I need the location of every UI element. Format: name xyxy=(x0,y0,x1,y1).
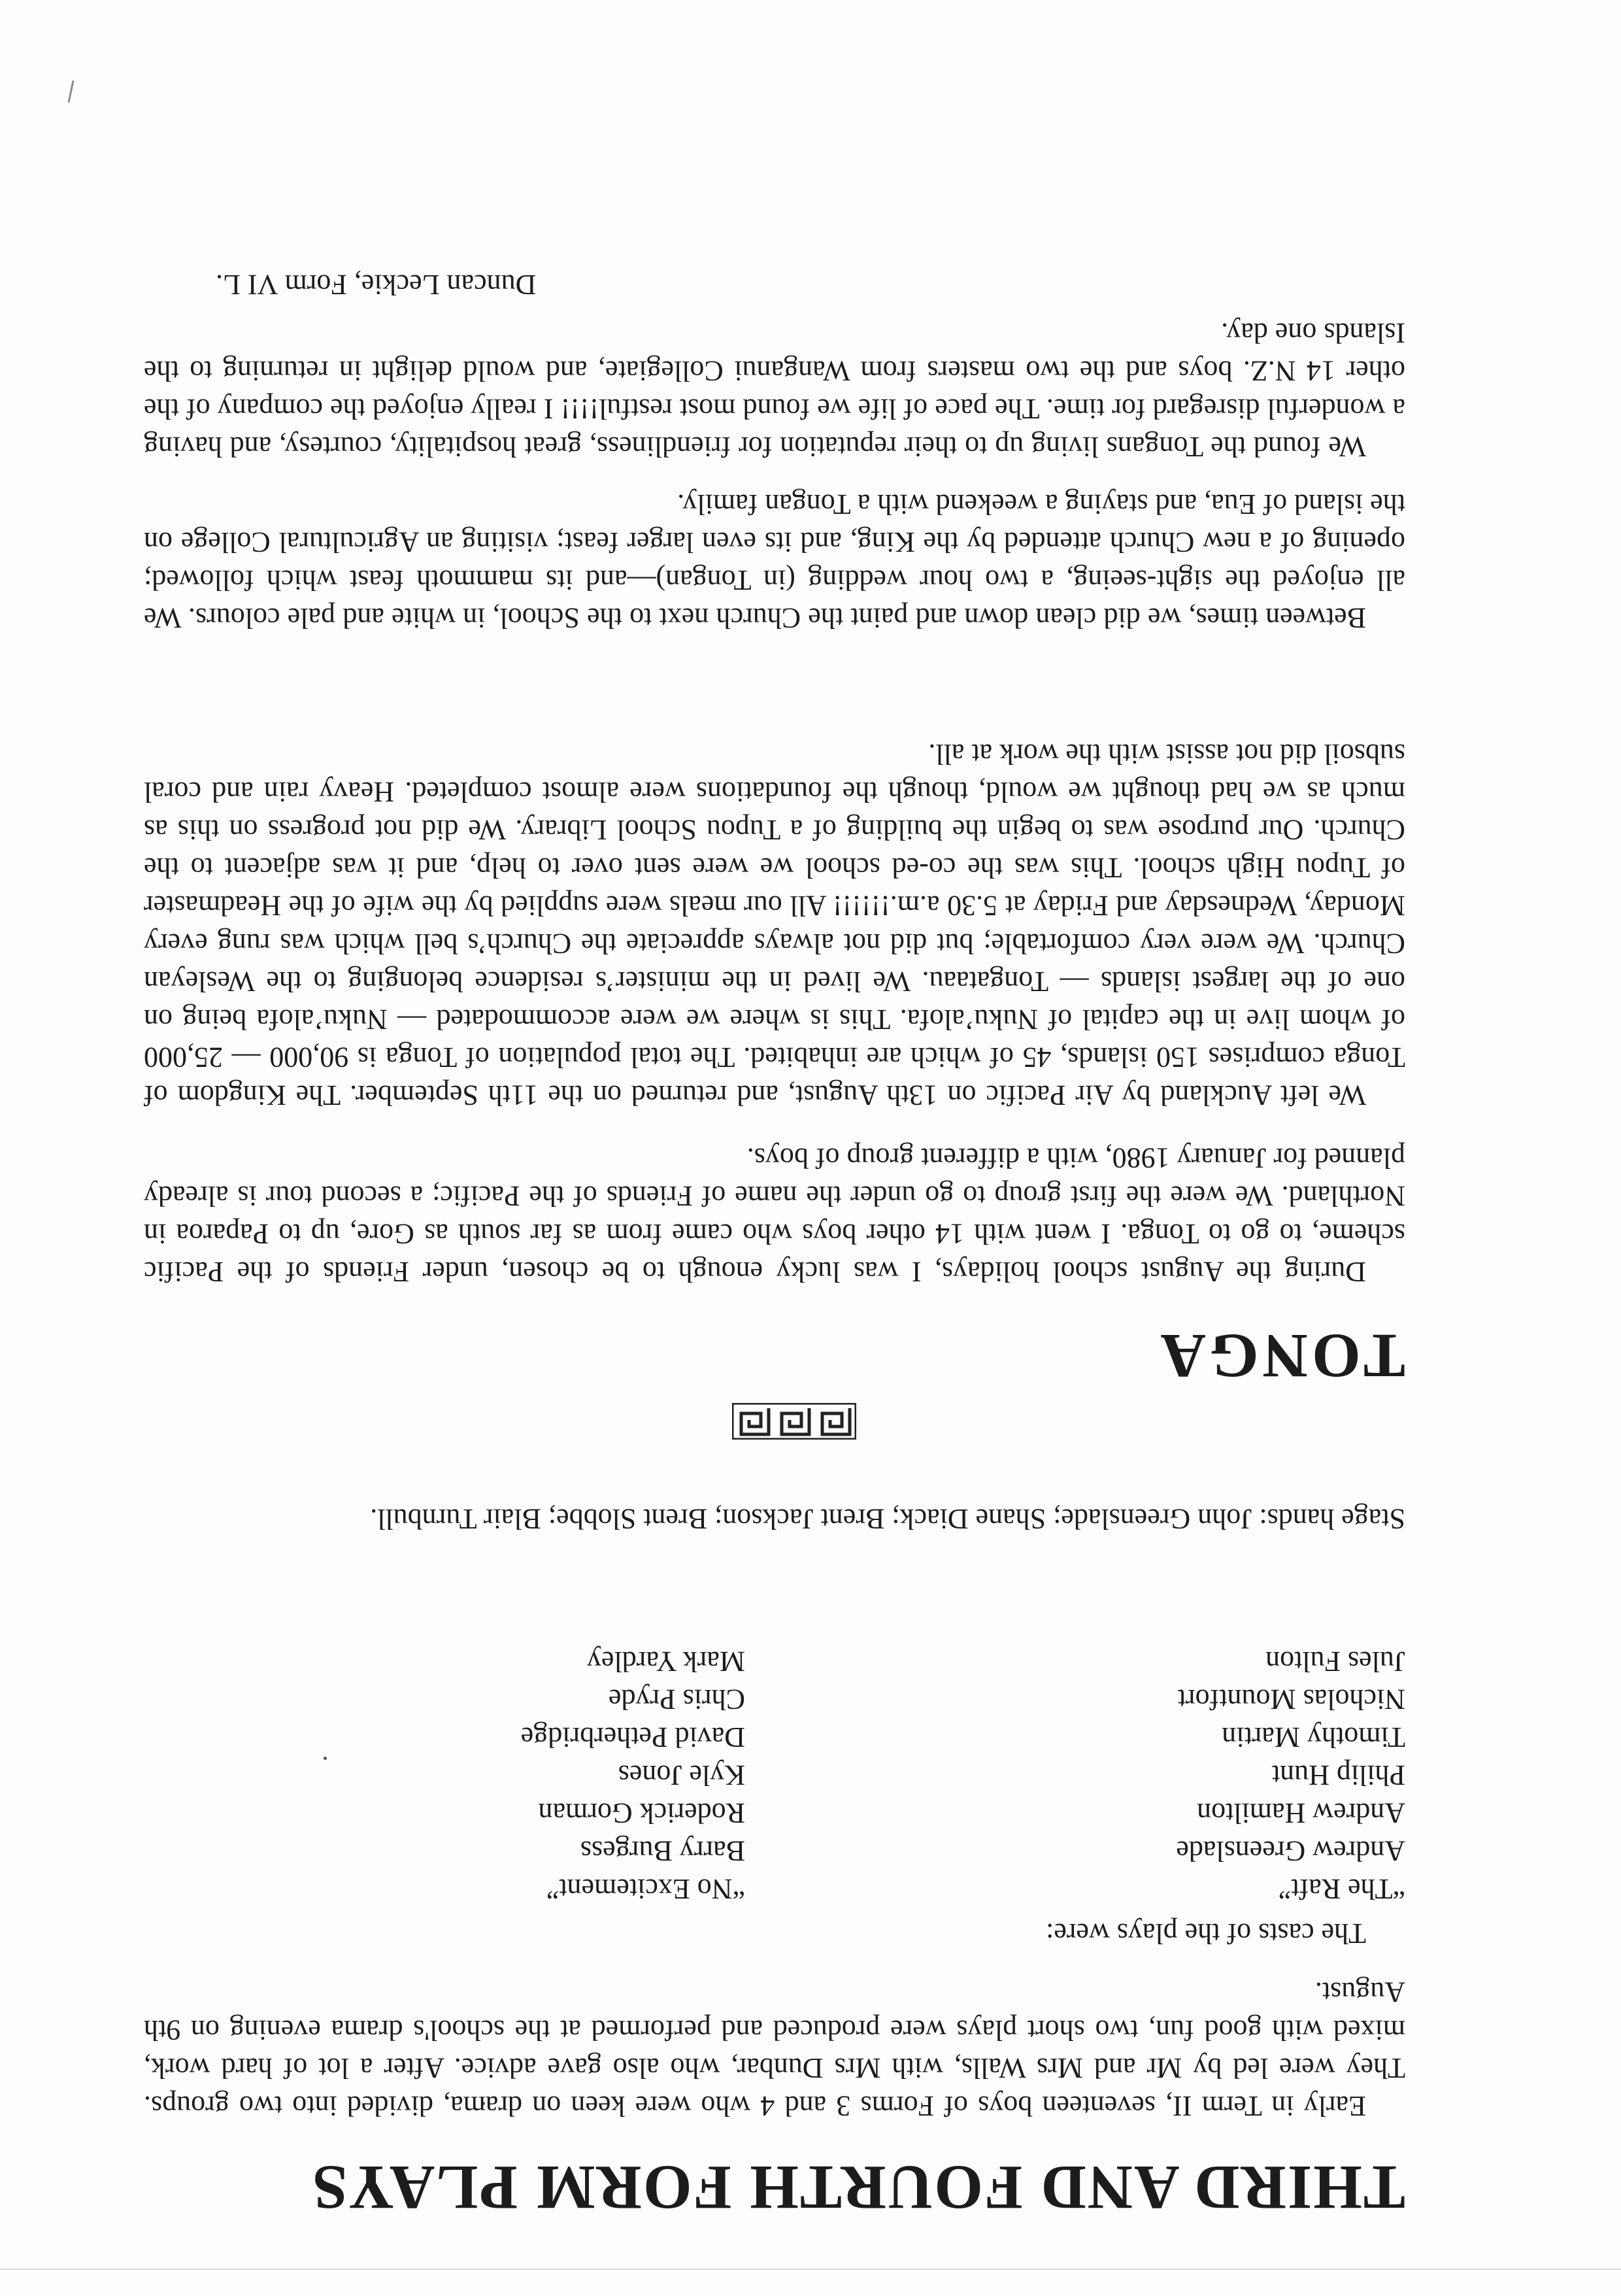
tonga-paragraph: During the August school holidays, I was lucky enough to be chosen, under Friends of the Pacific scheme, to go to Tonga. I went with 14 other boys who came from as far south as Gore, up to Paparoa in Northland. We were the first group to go under the name of Friends of the Pacific; a second tour is already planned for January 1980, with a different group of boys. xyxy=(144,1142,1405,1288)
play-name: “No Excitement” xyxy=(546,1873,745,1905)
greek-key-ornament-icon xyxy=(732,1403,856,1440)
cast-member: Chris Pryde xyxy=(609,1683,745,1715)
cast-member: Andrew Hamilton xyxy=(1197,1797,1405,1829)
play-name: “The Raft” xyxy=(1278,1873,1405,1905)
tonga-paragraph: Between times, we did clean down and paint the Church next to the School, in white and pale colours. We all enjoyed the sight-seeing, a two hour wedding (in Tongan)—and its mammoth feast which followed; opening of a new Church attended by the King, and its even larger feast; visiting an Agricultural College on the island of Eua, and staying a weekend with a Tongan family. xyxy=(144,488,1405,634)
cast-member: Mark Yardley xyxy=(587,1646,745,1678)
casts-intro: The casts of the plays were: xyxy=(1046,1917,1366,1950)
plays-intro: Early in Term II, seventeen boys of Forms 3 and 4 who were keen on drama, divided into two groups. They were led by Mr and Mrs Walls, with Mrs Dunbar, who also gave advice. After a lot of hard work, mixed with good fun, two short plays were produced and performed at the school's drama evening on 9th August. xyxy=(144,1976,1405,2122)
tonga-paragraph: We left Auckland by Air Pacific on 13th August, and returned on the 11th September. The Kingdom of Tonga comprises 150 islands, 45 of which are inhabited. The total population of Tonga is 90,000 — 25,000 of whom live in the capital of Nuku’alofa. This is where we were accommodated — Nuku’alofa being on one of the largest islands — Tongataau. We lived in the minister’s residence belonging to the Wesleyan Church. We were very comfortable; but did not always appreciate the Church’s bell which was rung every Monday, Wednesday and Friday at 5.30 a.m.!!!!!! All our meals were supplied by the wife of the Headmaster of Tupou High school. This was the co-ed school we were sent over to help, and it was adjacent to the Church. Our purpose was to begin the building of a Tupou School Library. We did not progress on this as much as we had thought we would, though the foundations were almost completed. Heavy rain and coral subsoil did not assist with the work at all. xyxy=(144,738,1405,1111)
cast-list-no-excitement xyxy=(157,1642,745,1908)
cast-list-the-raft xyxy=(817,1642,1405,1908)
stage-hands: Stage hands: John Greenslade; Shane Diack; Brent Jackson; Brent Slobbe; Blair Turnbull. xyxy=(370,1503,1405,1535)
author-signature: Duncan Leckie, Form VI L. xyxy=(216,269,537,301)
plays-title: THIRD AND FOURTH FORM PLAYS xyxy=(311,2153,1405,2223)
cast-member: Jules Fulton xyxy=(1265,1646,1405,1678)
cast-member: Andrew Greenslade xyxy=(1176,1835,1405,1867)
tonga-paragraph: We found the Tongans living up to their reputation for friendliness, great hospitality, courtesy, and having a wonderful disregard for time. The pace of life we found most restful!!!! I really enjoyed the company of the other 14 N.Z. boys and the two masters from Wanganui Collegiate, and would delight in returning to the Islands one day. xyxy=(144,317,1405,463)
cast-member: Timothy Martin xyxy=(1222,1721,1405,1753)
cast-member: Roderick Gorman xyxy=(538,1797,745,1829)
tonga-title: TONGA xyxy=(1156,1321,1405,1391)
casts-table xyxy=(144,1646,1405,1908)
cast-member: Kyle Jones xyxy=(618,1759,745,1791)
scan-streak xyxy=(0,2269,1621,2270)
cast-member: Nicholas Mountfort xyxy=(1177,1683,1405,1715)
cast-member: Philip Hunt xyxy=(1271,1759,1405,1791)
scan-edge-mark xyxy=(67,80,74,103)
cast-member: Barry Burgess xyxy=(580,1835,745,1867)
cast-member: David Petherbridge xyxy=(520,1721,745,1753)
